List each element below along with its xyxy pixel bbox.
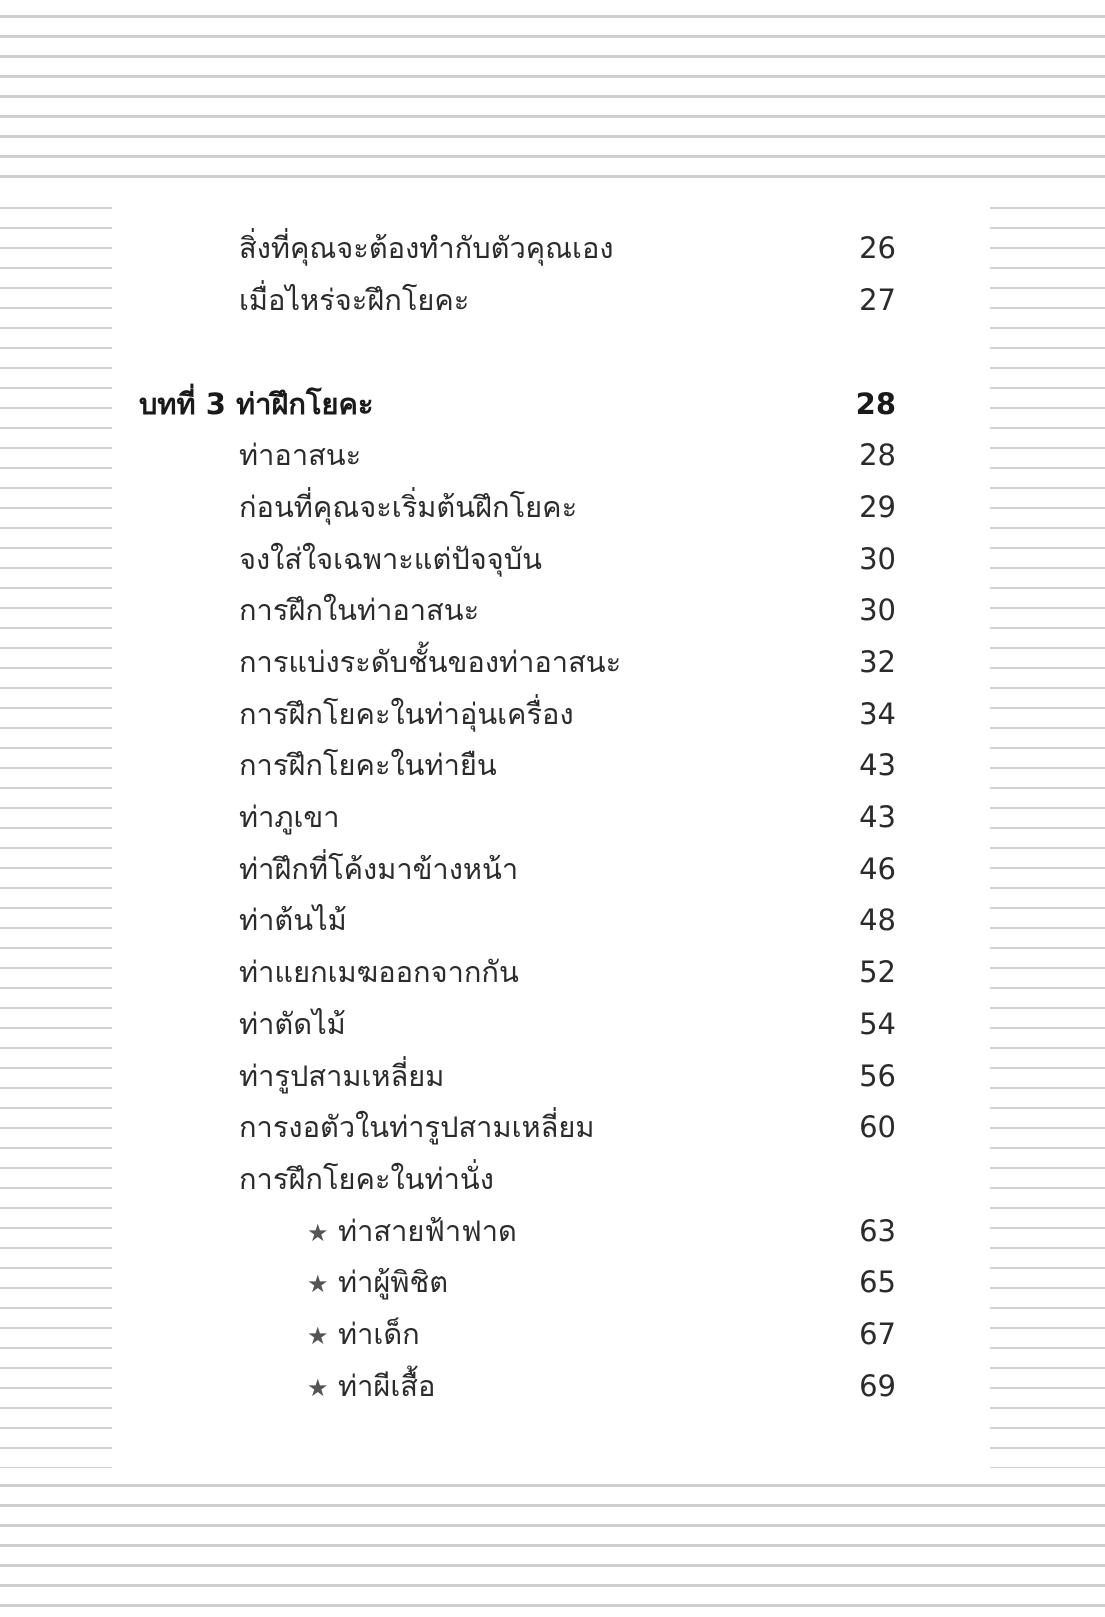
toc-entry-title: ท่าภูเขา	[239, 800, 340, 834]
toc-entry-title: ท่าอาสนะ	[239, 438, 362, 472]
toc-entry-page: 30	[859, 593, 896, 627]
toc-entry	[112, 946, 990, 998]
toc-entry-page: 34	[859, 697, 896, 731]
star-icon: ★	[307, 1322, 329, 1350]
toc-entry-page: 32	[859, 645, 896, 679]
table-of-contents	[112, 190, 990, 1468]
toc-entry-page: 52	[859, 955, 896, 989]
toc-entry-page: 26	[859, 231, 896, 265]
toc-entry-title: ก่อนที่คุณจะเริ่มต้นฝึกโยคะ	[239, 490, 578, 524]
decorative-stripes-top	[0, 0, 1105, 190]
toc-entry-title: ท่าตัดไม้	[239, 1007, 346, 1041]
toc-entry-page: 29	[859, 490, 896, 524]
toc-entry-title: ท่าต้นไม้	[239, 903, 347, 937]
toc-entry	[112, 1153, 990, 1205]
toc-entry-title: การฝึกโยคะในท่ายืน	[239, 748, 497, 782]
toc-entry	[112, 274, 990, 326]
toc-entry-title: ท่าผีเสื้อ	[338, 1369, 436, 1403]
chapter-title: บทที่ 3 ท่าฝึกโยคะ	[139, 387, 374, 421]
toc-entry-title: การงอตัวในท่ารูปสามเหลี่ยม	[239, 1110, 595, 1144]
toc-entry-title: การฝึกโยคะในท่าอุ่นเครื่อง	[239, 697, 574, 731]
toc-entry-page: 48	[859, 903, 896, 937]
decorative-stripes-left	[0, 190, 112, 1468]
toc-entry-page: 60	[859, 1110, 896, 1144]
toc-entry-title: การแบ่งระดับชั้นของท่าอาสนะ	[239, 645, 622, 679]
toc-entry-page: 43	[859, 800, 896, 834]
toc-entry	[112, 998, 990, 1050]
toc-entry	[112, 894, 990, 946]
toc-entry-title: ท่าผู้พิชิต	[338, 1265, 449, 1299]
toc-entry-page: 69	[859, 1369, 896, 1403]
star-icon: ★	[307, 1374, 329, 1402]
toc-entry-title: ท่าสายฟ้าฟาด	[338, 1214, 517, 1248]
toc-chapter-heading	[112, 378, 990, 430]
toc-entry-page: 46	[859, 852, 896, 886]
star-icon: ★	[307, 1219, 329, 1247]
chapter-page: 28	[855, 387, 896, 421]
toc-entry	[112, 222, 990, 274]
toc-entry-title: ท่าฝึกที่โค้งมาข้างหน้า	[239, 852, 519, 886]
star-icon: ★	[307, 1270, 329, 1298]
toc-entry-title: จงใส่ใจเฉพาะแต่ปัจจุบัน	[239, 542, 542, 576]
toc-sub-entry	[112, 1308, 990, 1360]
toc-entry-title: ท่ารูปสามเหลี่ยม	[239, 1059, 445, 1093]
toc-entry-page: 63	[859, 1214, 896, 1248]
toc-sub-entry	[112, 1360, 990, 1412]
toc-entry	[112, 429, 990, 481]
toc-entry-title: ท่าเด็ก	[338, 1317, 420, 1351]
toc-entry-page: 67	[859, 1317, 896, 1351]
toc-entry	[112, 688, 990, 740]
toc-entry	[112, 533, 990, 585]
toc-entry	[112, 791, 990, 843]
toc-entry-title: การฝึกโยคะในท่านั่ง	[239, 1162, 494, 1196]
toc-entry-page: 28	[859, 438, 896, 472]
toc-entry	[112, 1101, 990, 1153]
toc-entry-page: 65	[859, 1265, 896, 1299]
toc-sub-entry	[112, 1256, 990, 1308]
toc-entry-title: สิ่งที่คุณจะต้องทำกับตัวคุณเอง	[239, 231, 614, 265]
toc-entry	[112, 1050, 990, 1102]
toc-entry-page: 56	[859, 1059, 896, 1093]
toc-entry	[112, 584, 990, 636]
toc-entry-page: 27	[859, 283, 896, 317]
toc-entry	[112, 739, 990, 791]
toc-entry-title: การฝึกในท่าอาสนะ	[239, 593, 480, 627]
toc-entry-page: 54	[859, 1007, 896, 1041]
toc-entry-page: 43	[859, 748, 896, 782]
toc-entry-title: เมื่อไหร่จะฝึกโยคะ	[239, 283, 470, 317]
decorative-stripes-right	[990, 190, 1105, 1468]
toc-entry	[112, 843, 990, 895]
toc-entry	[112, 636, 990, 688]
toc-entry	[112, 481, 990, 533]
decorative-stripes-bottom	[0, 1468, 1105, 1617]
toc-sub-entry	[112, 1205, 990, 1257]
toc-entry-page: 30	[859, 542, 896, 576]
toc-entry-title: ท่าแยกเมฆออกจากกัน	[239, 955, 519, 989]
